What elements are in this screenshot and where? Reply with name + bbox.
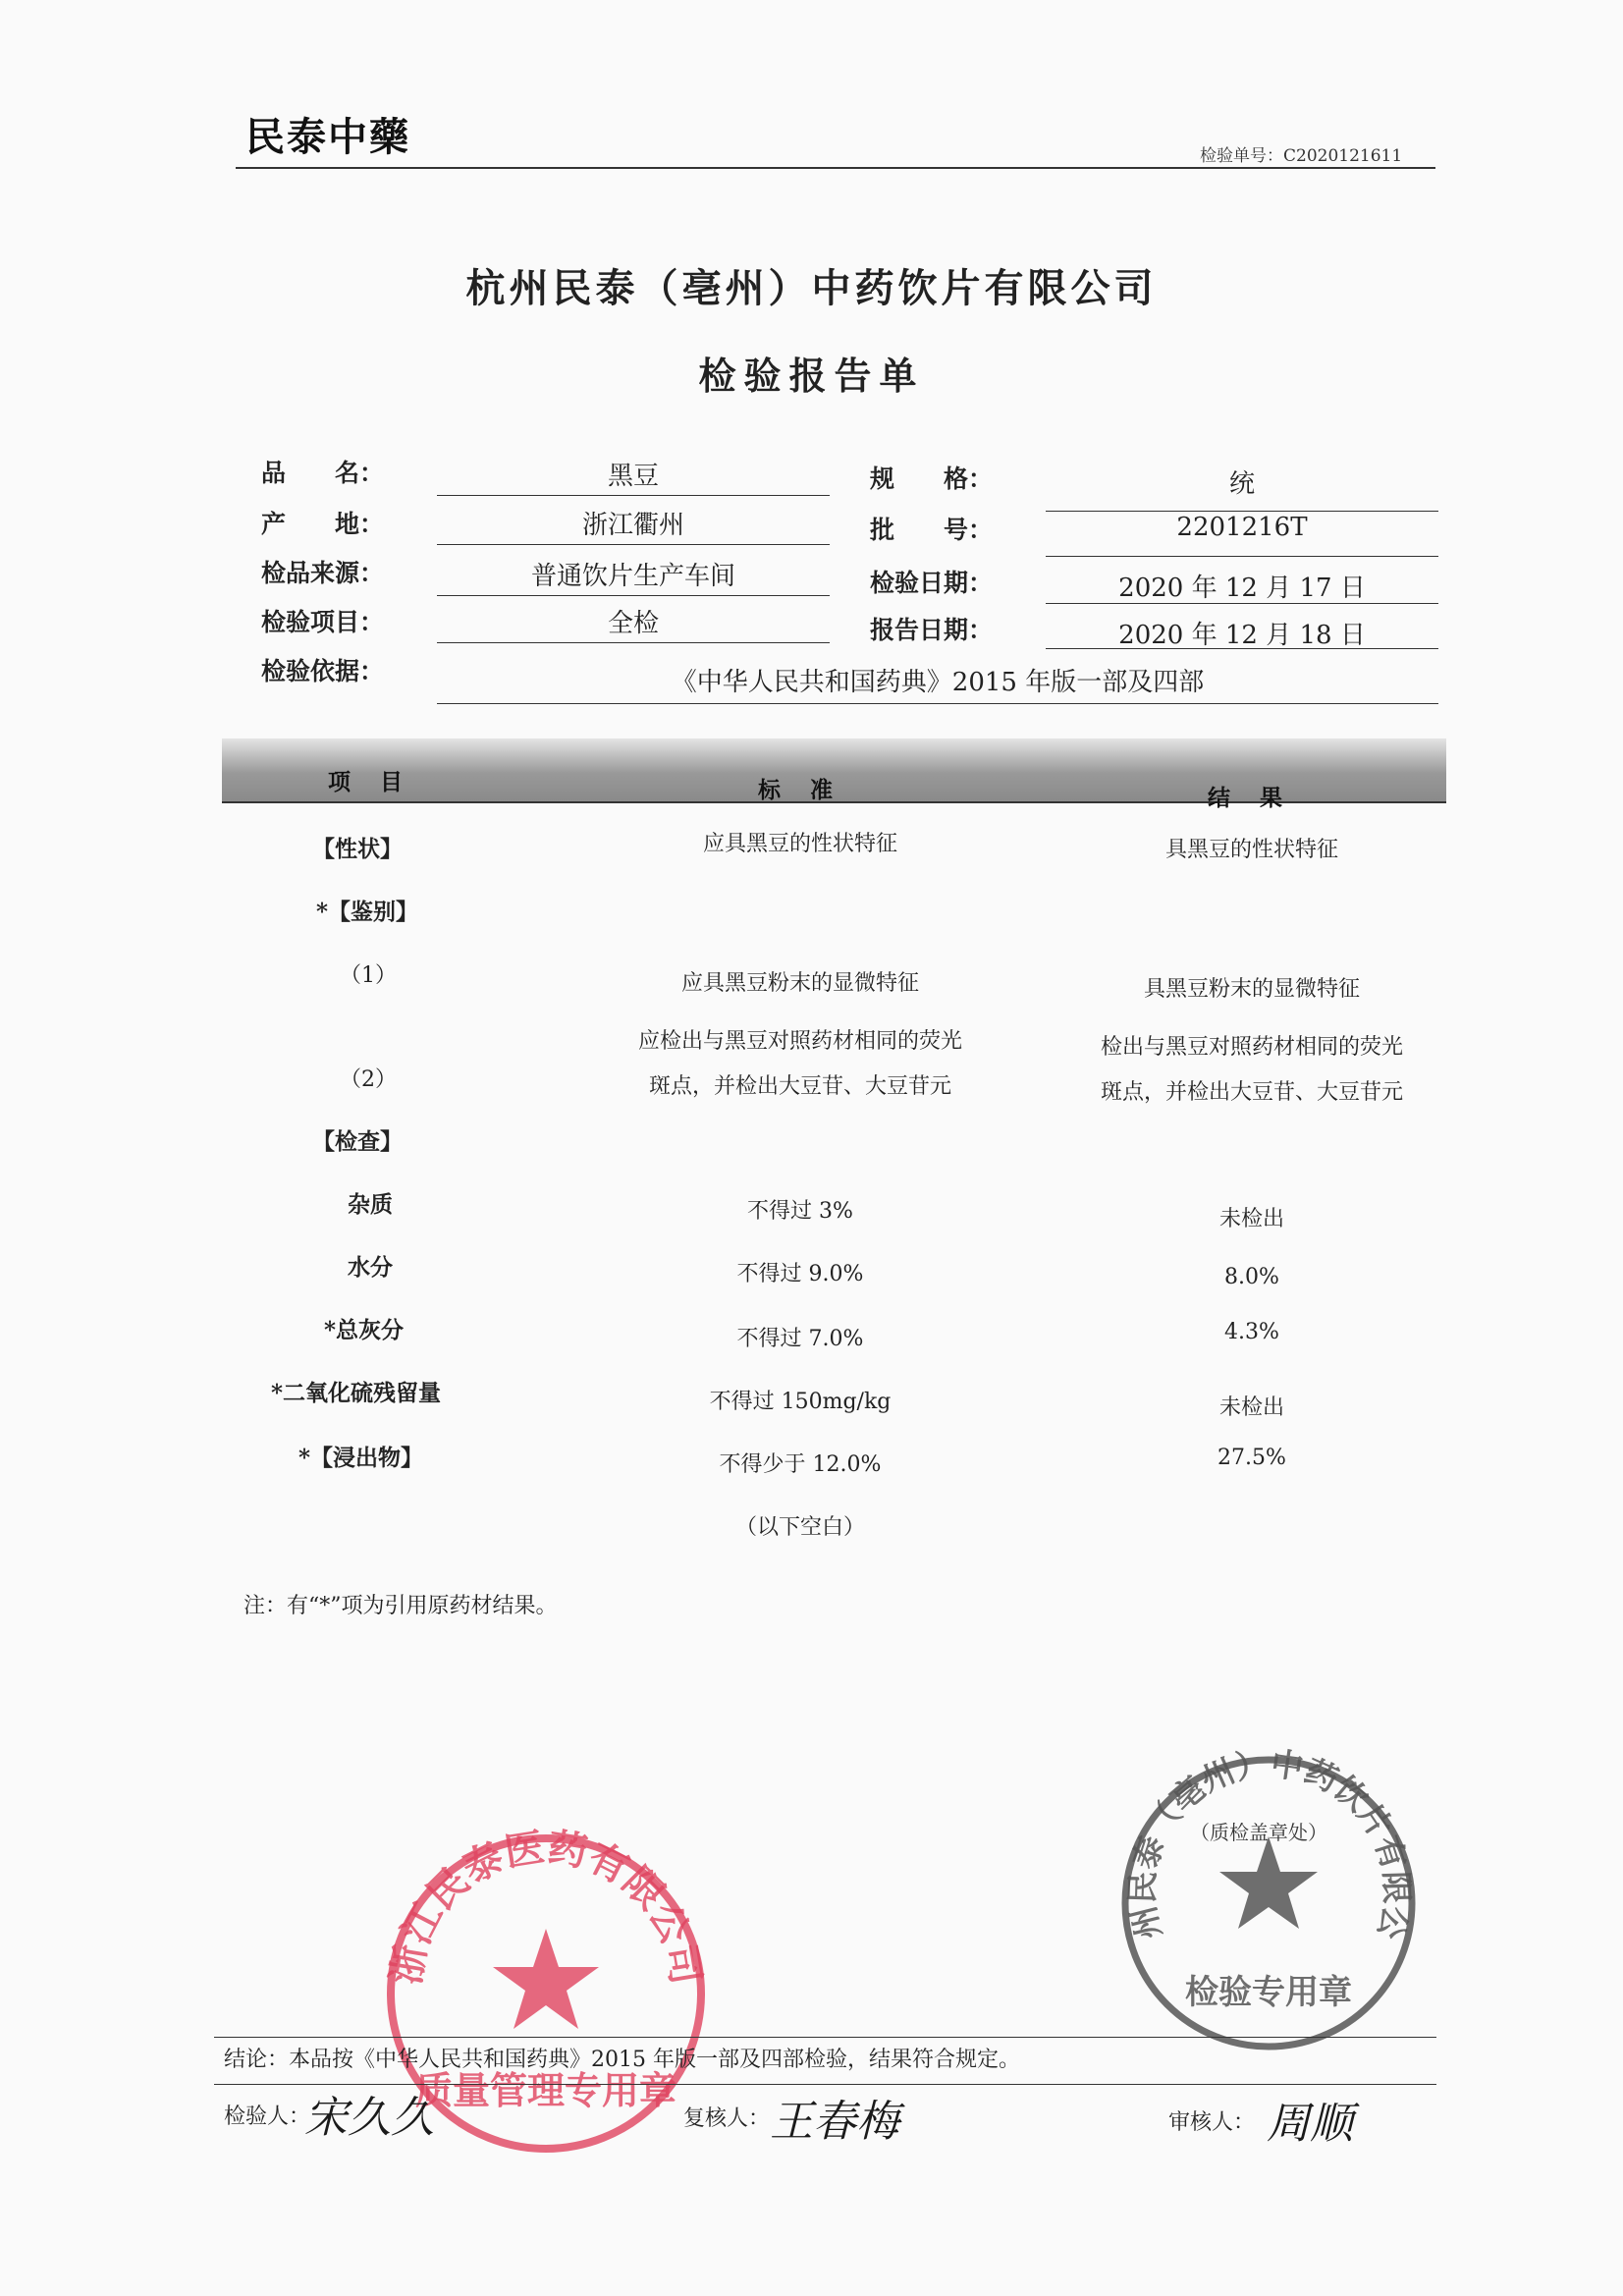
row-label-zazhi: 杂质 (348, 1191, 393, 1218)
quality-stamp-top-text: 浙江民泰医药有限公司 (382, 1824, 710, 1989)
batch-label: 批 号： (870, 516, 994, 544)
product-label: 品 名： (261, 459, 385, 487)
item-value: 全检 (607, 609, 659, 638)
std-jianbie-2-line2: 斑点，并检出大豆苷、大豆苷元 (648, 1074, 951, 1099)
inspection-stamp-top-text: 杭州民泰（亳州）中药饮片有限公司 (1095, 1716, 1417, 1943)
inspector-label: 检验人： (224, 2105, 311, 2129)
std-zazhi: 不得过 3% (747, 1199, 853, 1224)
row-label-jianbie-2: （2） (340, 1067, 397, 1092)
header-divider (236, 167, 1435, 169)
product-value: 黑豆 (607, 462, 659, 491)
row-label-zonghuifen: *总灰分 (324, 1317, 405, 1343)
std-xingzhuang: 应具黑豆的性状特征 (702, 832, 897, 856)
report-number: 检验单号：C2020121611 (1200, 146, 1403, 166)
header-result: 结果 (1208, 785, 1312, 811)
std-jianbie-1: 应具黑豆粉末的显微特征 (680, 971, 919, 996)
std-jinchuwu: 不得少于 12.0% (719, 1452, 882, 1477)
conclusion: 结论：本品按《中华人民共和国药典》2015 年版一部及四部检验，结果符合规定。 (224, 2048, 1020, 2072)
source-label: 检品来源： (261, 559, 385, 587)
res-xingzhuang: 具黑豆的性状特征 (1164, 838, 1338, 862)
origin-underline (437, 544, 830, 545)
row-label-jinchuwu: *【浸出物】 (298, 1445, 424, 1471)
spec-label: 规 格： (870, 465, 994, 493)
reviewer-label: 复核人： (683, 2106, 771, 2131)
row-label-xingzhuang: 【性状】 (312, 836, 403, 862)
company-name: 杭州民泰（亳州）中药饮片有限公司 (465, 265, 1158, 311)
inspector-signature: 宋久久 (304, 2093, 434, 2143)
test-date-label: 检验日期： (870, 569, 994, 597)
report-date-value: 2020 年 12 月 18 日 (1118, 621, 1366, 650)
row-label-jiancha: 【检查】 (312, 1128, 403, 1155)
basis-label: 检验依据： (261, 657, 385, 685)
basis-underline (437, 703, 1438, 704)
std-jianbie-2-line1: 应检出与黑豆对照药材相同的荧光 (637, 1029, 962, 1054)
auditor-label: 审核人： (1168, 2110, 1256, 2135)
inspection-stamp (1095, 1716, 1426, 2060)
company-logo: 民泰中藥 (245, 114, 410, 160)
batch-underline (1046, 556, 1438, 557)
res-jianbie-1: 具黑豆粉末的显微特征 (1143, 977, 1360, 1002)
std-jianbie-2 (589, 1019, 1011, 1110)
spec-underline (1046, 511, 1438, 512)
origin-value: 浙江衢州 (581, 511, 684, 540)
source-value: 普通饮片生产车间 (530, 562, 735, 591)
res-shuifen: 8.0% (1224, 1265, 1279, 1289)
star-icon (493, 1929, 599, 2029)
res-jianbie-2-line1: 检出与黑豆对照药材相同的荧光 (1100, 1035, 1403, 1060)
std-eryanghualiu: 不得过 150mg/kg (709, 1390, 892, 1414)
report-title: 检验报告单 (698, 354, 925, 398)
test-date-value: 2020 年 12 月 17 日 (1118, 574, 1366, 603)
row-label-jianbie: *【鉴别】 (316, 899, 419, 925)
stamp-placement-note: （质检盖章处） (1190, 1821, 1327, 1844)
conclusion-top-rule (214, 2037, 1436, 2038)
item-underline (437, 642, 830, 643)
report-date-underline (1046, 648, 1438, 649)
quality-stamp-bottom-text: 质量管理专用章 (414, 2068, 677, 2112)
star-icon (1219, 1836, 1318, 1929)
res-eryanghualiu: 未检出 (1218, 1395, 1284, 1420)
batch-value: 2201216T (1176, 513, 1308, 542)
auditor-signature: 周顺 (1267, 2099, 1353, 2149)
source-underline (437, 595, 830, 596)
origin-label: 产 地： (261, 510, 385, 538)
std-shuifen: 不得过 9.0% (736, 1262, 864, 1286)
inspection-stamp-bottom-text: 检验专用章 (1185, 1973, 1352, 2012)
row-label-shuifen: 水分 (348, 1254, 393, 1281)
spec-value: 统 (1228, 469, 1255, 499)
res-jinchuwu: 27.5% (1217, 1446, 1286, 1470)
header-item: 项目 (328, 769, 432, 795)
row-label-jianbie-1: （1） (340, 963, 397, 988)
footnote: 注：有“*”项为引用原药材结果。 (243, 1594, 558, 1618)
blank-below: （以下空白） (734, 1515, 865, 1540)
test-date-underline (1046, 603, 1438, 604)
res-zazhi: 未检出 (1218, 1207, 1284, 1231)
reviewer-signature: 王春梅 (770, 2097, 899, 2147)
res-jianbie-2 (1041, 1025, 1463, 1116)
item-label: 检验项目： (261, 608, 385, 636)
res-zonghuifen: 4.3% (1224, 1320, 1279, 1344)
report-date-label: 报告日期： (870, 616, 994, 644)
product-underline (437, 495, 830, 496)
res-jianbie-2-line2: 斑点，并检出大豆苷、大豆苷元 (1100, 1080, 1403, 1105)
row-label-eryanghualiu: *二氧化硫残留量 (271, 1380, 442, 1406)
basis-value: 《中华人民共和国药典》2015 年版一部及四部 (671, 668, 1205, 697)
header-standard: 标准 (758, 777, 862, 803)
std-zonghuifen: 不得过 7.0% (736, 1327, 864, 1351)
